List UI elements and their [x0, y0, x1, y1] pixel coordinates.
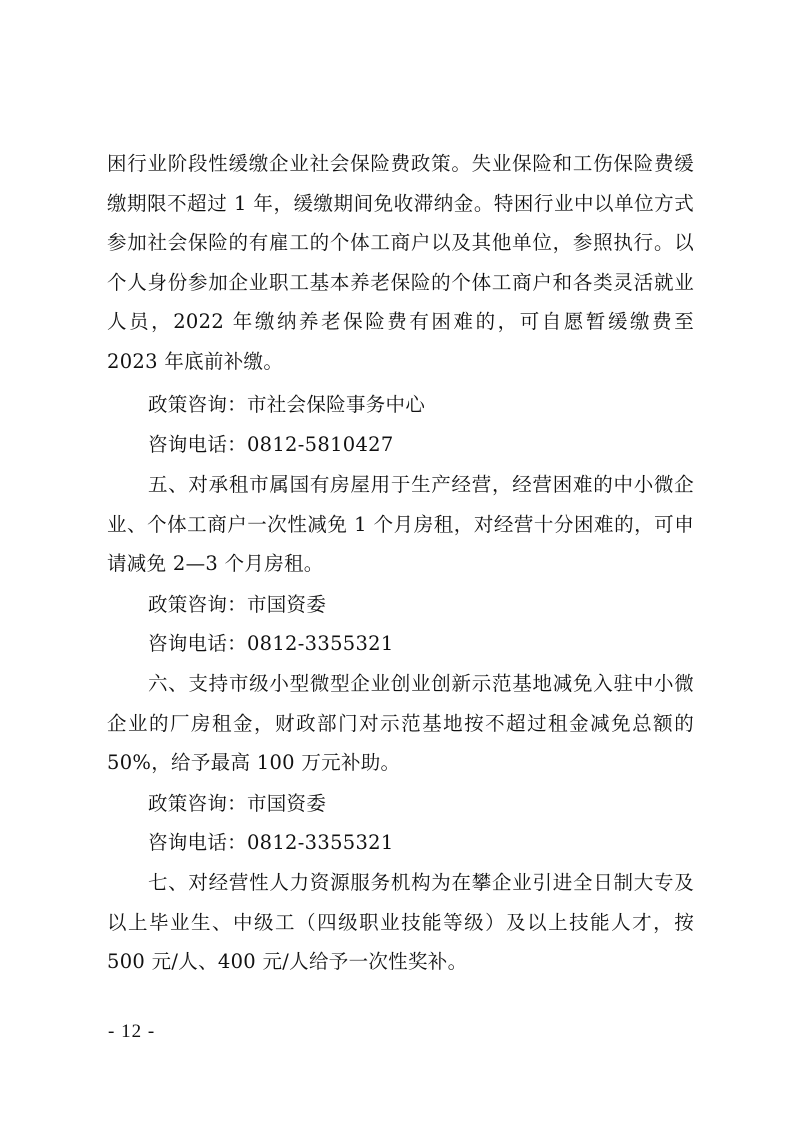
policy-consult-sasac-1: 政策咨询：市国资委	[147, 593, 327, 616]
phone-sasac-2: 咨询电话：0812-3355321	[147, 831, 394, 854]
phone-sasac-1: 咨询电话：0812-3355321	[147, 632, 394, 655]
policy-consult-social-insurance: 政策咨询：市社会保险事务中心	[147, 393, 426, 416]
paragraph-item-seven: 七、对经营性人力资源服务机构为在攀企业引进全日制大专及以上毕业生、中级工（四级职业技能等级）及以上技能人才，按 500 元/人、400 元/人给予一次性奖补。	[107, 871, 694, 974]
paragraph-social-insurance-deferral: 困行业阶段性缓缴企业社会保险费政策。失业保险和工伤保险费缓缴期限不超过 1 年，缓缴期间免收滞纳金。特困行业中以单位方式参加社会保险的有雇工的个体工商户以及其他单位，参照执行。以个人身份参加企业职工基本养老保险的个体工商户和各类灵活就业人员，2022 年缴纳养老保险费有困难的，可自愿暂缓缴费至 2023 年底前补缴。	[107, 152, 694, 373]
paragraph-item-six: 六、支持市级小型微型企业创业创新示范基地减免入驻中小微企业的厂房租金，财政部门对示范基地按不超过租金减免总额的 50%，给予最高 100 万元补助。	[107, 672, 694, 775]
page-number: - 12 -	[108, 1021, 156, 1042]
phone-social-insurance: 咨询电话：0812-5810427	[147, 433, 394, 456]
policy-consult-sasac-2: 政策咨询：市国资委	[147, 792, 327, 815]
paragraph-item-five: 五、对承租市属国有房屋用于生产经营，经营困难的中小微企业、个体工商户一次性减免 1 个月房租，对经营十分困难的，可申请减免 2—3 个月房租。	[107, 473, 694, 576]
